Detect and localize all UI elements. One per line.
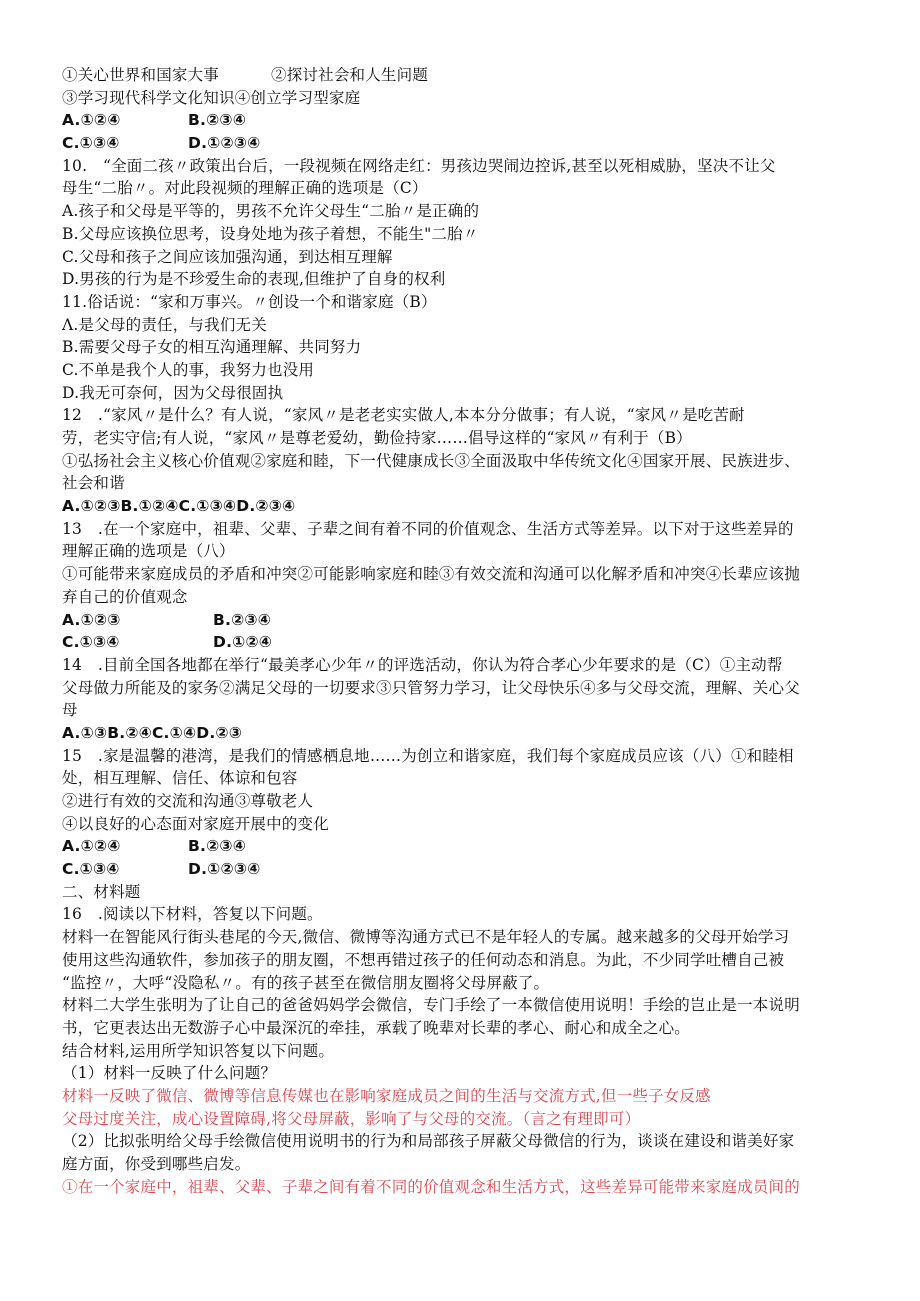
- q13-option-b: B.②③④: [213, 610, 272, 629]
- q9-statements-line1: [62, 64, 862, 87]
- q13-option-d: D.①②④: [213, 633, 273, 652]
- q13-option-a: A.①②③: [62, 610, 121, 629]
- q9-options-row1: [62, 109, 862, 132]
- q14-options: A.①③B.②④C.①④D.②③: [62, 723, 243, 742]
- q15-stem-line1: 15 .家是温馨的港湾，是我们的情感栖息地……为创立和谐家庭，我们每个家庭成员应该（八）①和睦相: [62, 746, 794, 765]
- q10-option-a: A.孩子和父母是平等的，男孩不允许父母生“二胎〃是正确的: [62, 202, 480, 221]
- q11-option-a: Λ.是父母的责任，与我们无关: [62, 315, 267, 334]
- q16-material2-line1: 材料二大学生张明为了让自己的爸爸妈妈学会微信，专门手绘了一本微信使用说明！手绘的岂止是一本说明: [62, 996, 800, 1015]
- q16-subquestion1: （1）材料一反映了什么问题？: [62, 1064, 277, 1083]
- q13-stem-line2: 理解正确的选项是（八）: [62, 542, 235, 561]
- q10-option-b: B.父母应该换位思考，设身处地为孩子着想，不能生"二胎〃: [62, 224, 479, 243]
- q12-stem-line4: 社会和谐: [62, 474, 125, 493]
- q9-option-b: B.②③④: [188, 111, 247, 130]
- q11-option-c: C.不单是我个人的事，我努力也没用: [62, 360, 315, 379]
- q15-stem-line3: ②进行有效的交流和沟通③尊敬老人: [62, 792, 314, 810]
- q15-options-row1: [62, 835, 862, 858]
- q12-stem-line3: ①弘扬社会主义核心价值观②家庭和睦，下一代健康成长③全面汲取中华传统文化④国家开展、民族进步、: [62, 451, 800, 470]
- q16-subquestion2-line2: 庭方面，你受到哪些启发。: [62, 1155, 251, 1173]
- q16-material1-line3: “监控〃，大呼“没隐私〃。有的孩子甚至在微信朋友圈将父母屏蔽了。: [62, 973, 550, 992]
- q16-answer1-line1: 材料一反映了微信、微博等信息传媒也在影响家庭成员之间的生活与交流方式,但一些子女反感: [62, 1086, 711, 1105]
- q16-stem: 16 .阅读以下材料，答复以下问题。: [62, 905, 323, 924]
- q12-stem-line2: 劳，老实守信;有人说，“家风〃是尊老爱幼，勤俭持家……倡导这样的“家风〃有利于（B）: [62, 429, 692, 447]
- q12-options: A.①②③B.①②④C.①③④D.②③④: [62, 497, 296, 516]
- q10-option-d: D.男孩的行为是不珍爱生命的表现,但维护了自身的权利: [62, 270, 446, 289]
- q15-option-c: C.①③④: [62, 860, 120, 879]
- q9-statements-line2: ③学习现代科学文化知识④创立学习型家庭: [62, 88, 361, 107]
- q16-answer1-line2: 父母过度关注，成心设置障碍,将父母屏蔽，影响了与父母的交流。（言之有理即可）: [62, 1109, 641, 1128]
- q9-option-d: D.①②③④: [188, 134, 261, 153]
- q9-stmt2: ②探讨社会和人生问题: [271, 66, 429, 84]
- q13-options-row2: [62, 631, 862, 654]
- q9-option-a: A.①②④: [62, 111, 121, 130]
- q15-stem-line2: 处，相互理解、信任、体谅和包容: [62, 769, 298, 788]
- q11-option-d: D.我无可奈何，因为父母很固执: [62, 383, 284, 402]
- q13-stem-line1: 13 .在一个家庭中，祖辈、父辈、子辈之间有着不同的价值观念、生活方式等差异。以下对于这些差异的: [62, 519, 794, 538]
- q9-stmt1: ①关心世界和国家大事: [62, 66, 220, 84]
- q16-answer2-line1: ①在一个家庭中，祖辈、父辈、子辈之间有着不同的价值观念和生活方式，这些差异可能带来家庭成员间的: [62, 1177, 800, 1196]
- q15-option-b: B.②③④: [188, 837, 247, 856]
- section-heading: 二、材料题: [62, 882, 141, 901]
- q9-options-row2: [62, 132, 862, 155]
- q16-material2-line2: 书，它更表达出无数游子心中最深沉的牵挂，承载了晚辈对长辈的孝心、耐心和成全之心。: [62, 1018, 691, 1037]
- q11-option-b: B.需要父母子女的相互沟通理解、共同努力: [62, 338, 362, 357]
- q14-stem-line1: 14 .目前全国各地都在举行“最美孝心少年〃的评选活动，你认为符合孝心少年要求的是（C）①主动帮: [62, 655, 783, 674]
- q10-stem-line2: 母生“二胎〃。对此段视频的理解正确的选项是（C）: [62, 179, 428, 198]
- q9-option-c: C.①③④: [62, 134, 120, 153]
- q13-options-row1: [62, 609, 862, 632]
- q10-stem-line1: 10. “全面二孩〃政策出台后，一段视频在网络走红：男孩边哭闹边控诉,甚至以死相威胁，坚决不让父: [62, 156, 776, 175]
- q15-options-row2: [62, 858, 862, 881]
- q14-stem-line2: 父母做力所能及的家务②满足父母的一切要求③只管努力学习，让父母快乐④多与父母交流，理解、关心父: [62, 678, 800, 697]
- q16-material1-line1: 材料一在智能风行街头巷尾的今天,微信、微博等沟通方式已不是年轻人的专属。越来越多的父母开始学习: [62, 928, 790, 947]
- q13-stem-line4: 弃自己的价值观念: [62, 587, 188, 606]
- q15-option-d: D.①②③④: [188, 860, 261, 879]
- q16-subquestion2-line1: （2）比拟张明给父母手绘微信使用说明书的行为和局部孩子屏蔽父母微信的行为，谈谈在建设和谐美好家: [62, 1132, 795, 1151]
- q11-stem: 11.俗话说：“家和万事兴。〃创设一个和谐家庭（B）: [62, 292, 437, 311]
- q12-stem-line1: 12 .“家风〃是什么？有人说，“家风〃是老老实实做人,本本分分做事；有人说，“家风〃是吃苦耐: [62, 406, 745, 425]
- q16-material1-line2: 使用这些沟通软件，参加孩子的朋友圈，不想再错过孩子的任何动态和消息。为此，不少同学吐槽自己被: [62, 950, 785, 969]
- exam-page: [62, 64, 862, 1198]
- q14-stem-line3: 母: [62, 701, 78, 720]
- q13-option-c: C.①③④: [62, 633, 120, 652]
- q16-prompt: 结合材料,运用所学知识答复以下问题。: [62, 1041, 335, 1060]
- q13-stem-line3: ①可能带来家庭成员的矛盾和冲突②可能影响家庭和睦③有效交流和沟通可以化解矛盾和冲突④长辈应该抛: [62, 565, 800, 584]
- q10-option-c: C.父母和孩子之间应该加强沟通，到达相互理解: [62, 247, 393, 266]
- q15-stem-line4: ④以良好的心态面对家庭开展中的变化: [62, 814, 329, 833]
- q15-option-a: A.①②④: [62, 837, 121, 856]
